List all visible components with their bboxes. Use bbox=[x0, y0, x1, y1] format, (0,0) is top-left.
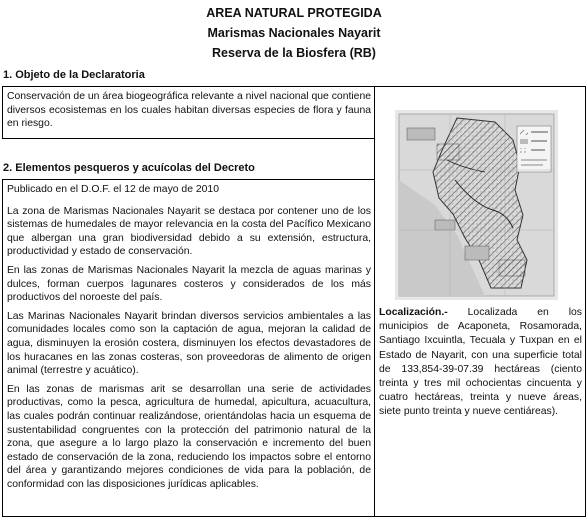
section1-box bbox=[2, 86, 375, 139]
location-block bbox=[379, 306, 582, 420]
location-label: Localización.- bbox=[379, 307, 448, 318]
location-map bbox=[395, 110, 558, 300]
location-description: Localizada en los municipios de Acaponeta, Rosamorada, Santiago Ixcuintla, Tecuala y Tuxpan en el Estado de Nayarit, con una superficie total de 133,854-39-07.39 hectáreas (ciento treinta y tres mil ochocientas cincuenta y cuatro hectáreas, treinta y nueve áreas, siete punto treinta y nueve centiáreas). bbox=[379, 307, 582, 418]
paragraph-1: La zona de Marismas Nacionales Nayarit se destaca por contener uno de los sistemas de humedales de mayor relevancia en la costa del Pacífico Mexicano que albergan una gran biodiversidad debido a su extensión, estructura, productividad y estado de conservación. bbox=[7, 205, 371, 258]
document-header bbox=[0, 3, 588, 63]
map-illustration bbox=[395, 110, 558, 300]
paragraph-4: En las zonas de marismas arit se desarrollan una serie de actividades productivas, como la pesca, agricultura de humedal, apicultura, acuacultura, las cuales podrán continuar realizándose, orientándolas hacia un esquema de sustentabilidad congruentes con la protección del patrimonio natural de la zona, que asegure a lo largo plazo la conservación e incremento del buen estado de conservación de la zona, reduciendo los impactos sobre el entorno del área y garantizando mejores condiciones de vida para la población, de conformidad con las disposiciones jurídicas aplicables. bbox=[7, 383, 371, 490]
document-title: AREA NATURAL PROTEGIDA bbox=[206, 6, 382, 20]
paragraph-3: Las Marinas Nacionales Nayarit brindan diversos servicios ambientales a las comunidades locales como son la captación de agua, mejoran la calidad de agua, disminuyen la erosión costera, disminuyen los efectos devastadores de los huracanes en las zonas costeras, son proveedoras de alimento de origen animal (terrestre y acuático). bbox=[7, 310, 371, 377]
section2-heading: 2. Elementos pesqueros y acuícolas del Decreto bbox=[3, 162, 255, 174]
document-subtitle: Marismas Nacionales Nayarit bbox=[207, 26, 381, 40]
section2-box bbox=[2, 179, 375, 517]
paragraph-2: En las zonas de Marismas Nacionales Nayarit la mezcla de aguas marinas y dulces, forman cuerpos lagunares costeros y considerados de los más productivos del noroeste del país. bbox=[7, 264, 371, 304]
publication-note: Publicado en el D.O.F. el 12 de mayo de 2010 bbox=[7, 184, 219, 195]
section2-content bbox=[7, 183, 371, 491]
section1-text: Conservación de un área biogeográfica relevante a nivel nacional que contiene diversos ecosistemas en los cuales habitan diversas especies de flora y fauna en riesgo. bbox=[7, 91, 371, 130]
document-category: Reserva de la Biosfera (RB) bbox=[212, 46, 376, 60]
location-text bbox=[379, 306, 582, 420]
section1-heading: 1. Objeto de la Declaratoria bbox=[3, 69, 145, 81]
